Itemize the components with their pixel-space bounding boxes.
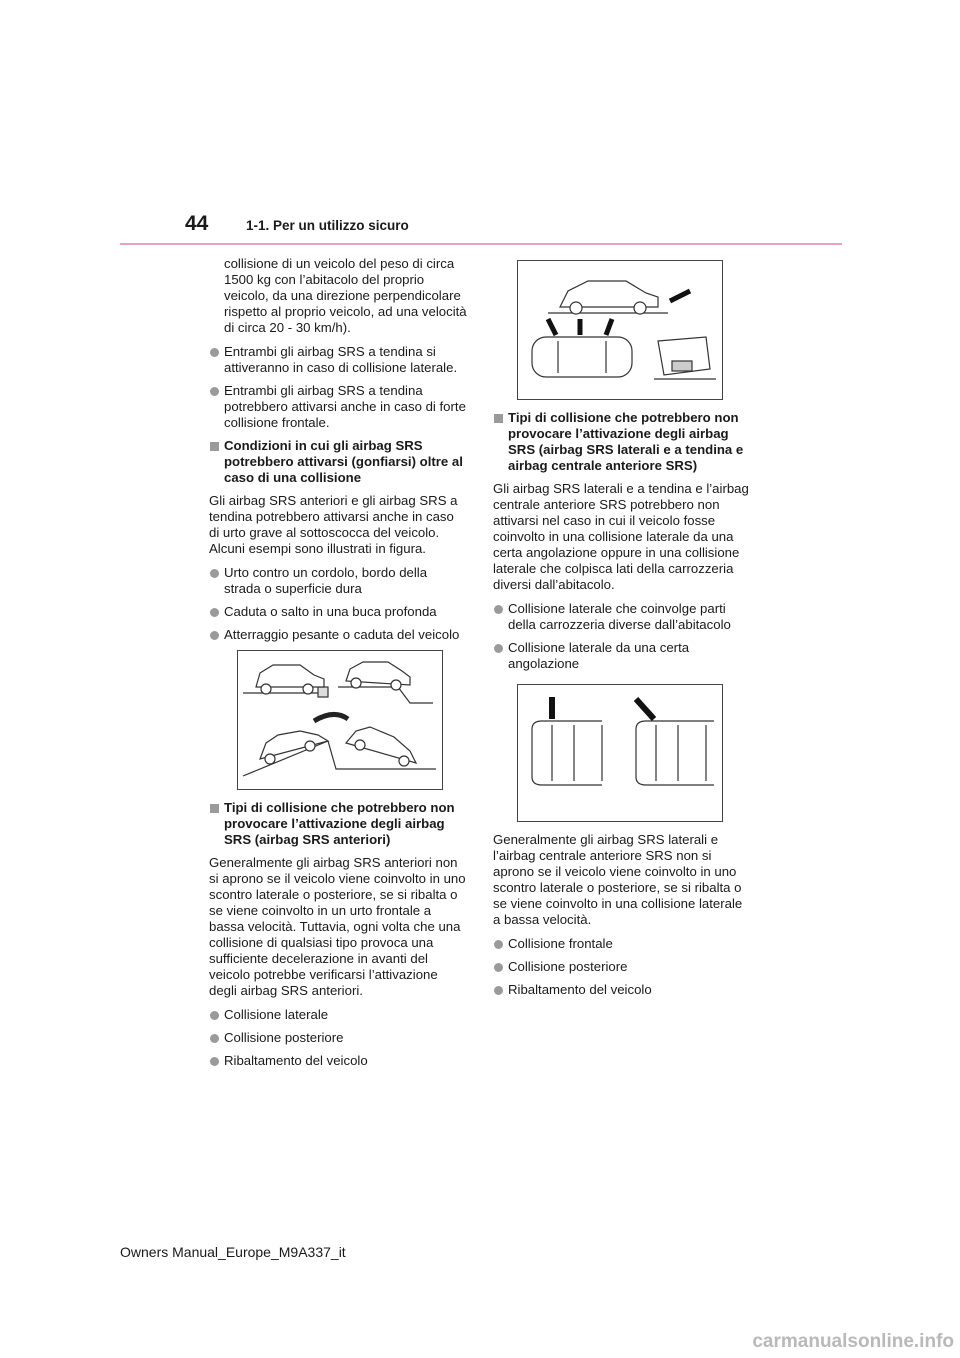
- bullet-item: Collisione laterale che coinvolge parti della carrozzeria diverse dall’abitacolo: [493, 601, 751, 633]
- paragraph: Generalmente gli airbag SRS anteriori non si aprono se il veicolo viene coinvolto in uno scontro laterale o posteriore, se si ribalta o se viene coinvolto in un urto frontale a bassa velocità. Tuttavia, ogni volta che una collisione di qualsiasi tipo provoca una sufficiente decelerazione in avanti del veicolo potrebbe verificarsi l’attivazione degli airbag SRS anteriori.: [209, 855, 466, 998]
- section-heading: Tipi di collisione che potrebbero non provocare l’attivazione degli airbag SRS (airbag SRS anteriori): [209, 800, 467, 848]
- side-collision-types-illustration: [517, 684, 723, 822]
- bullet-item: Collisione posteriore: [209, 1030, 467, 1046]
- bullet-item: Entrambi gli airbag SRS a tendina potrebbero attivarsi anche in caso di forte collisione frontale.: [209, 383, 467, 431]
- bullet-item: Caduta o salto in una buca profonda: [209, 604, 467, 620]
- left-column: [209, 256, 467, 1076]
- bullet-item: Entrambi gli airbag SRS a tendina si attiveranno in caso di collisione laterale.: [209, 344, 467, 376]
- front-airbag-collision-types-illustration: [517, 260, 723, 400]
- bullet-item: Atterraggio pesante o caduta del veicolo: [209, 627, 467, 643]
- right-column: [493, 256, 751, 1005]
- intro-paragraph: collisione di un veicolo del peso di circa 1500 kg con l’abitacolo del proprio veicolo, da una direzione perpendicolare rispetto al proprio veicolo, ad una velocità di circa 20 - 30 km/h).: [224, 256, 467, 335]
- page-number: 44: [185, 212, 209, 235]
- footer-text: Owners Manual_Europe_M9A337_it: [120, 1244, 346, 1260]
- section-heading: Tipi di collisione che potrebbero non provocare l’attivazione degli airbag SRS (airbag SRS laterali e a tendina e airbag centrale anteriore SRS): [493, 410, 751, 474]
- paragraph: Gli airbag SRS laterali e a tendina e l’airbag centrale anteriore SRS potrebbero non attivarsi nel caso in cui il veicolo fosse coinvolto in una collisione laterale da una certa angolazione oppure in una collisione laterale che colpisca lati della carrozzeria diversi dall’abitacolo.: [493, 481, 749, 592]
- watermark: carmanualsonline.info: [752, 1331, 954, 1352]
- bullet-item: Collisione frontale: [493, 936, 751, 952]
- bullet-item: Collisione laterale da una certa angolazione: [493, 640, 751, 672]
- bullet-item: Urto contro un cordolo, bordo della strada o superficie dura: [209, 565, 467, 597]
- bullet-item: Ribaltamento del veicolo: [493, 982, 751, 998]
- section-heading: Condizioni in cui gli airbag SRS potrebbero attivarsi (gonfiarsi) oltre al caso di una collisione: [209, 438, 467, 486]
- paragraph: Generalmente gli airbag SRS laterali e l’airbag centrale anteriore SRS non si aprono se il veicolo viene coinvolto in uno scontro laterale o posteriore, se si ribalta o se viene coinvolto in una collisione laterale a bassa velocità.: [493, 832, 743, 927]
- section-title: 1-1. Per un utilizzo sicuro: [246, 218, 409, 233]
- underbody-impact-illustration: [237, 650, 443, 790]
- bullet-item: Collisione laterale: [209, 1007, 467, 1023]
- bullet-item: Ribaltamento del veicolo: [209, 1053, 467, 1069]
- header-rule: [120, 243, 842, 245]
- paragraph: Gli airbag SRS anteriori e gli airbag SRS a tendina potrebbero attivarsi anche in caso di urto grave al sottoscocca del veicolo. Alcuni esempi sono illustrati in figura.: [209, 493, 458, 556]
- bullet-item: Collisione posteriore: [493, 959, 751, 975]
